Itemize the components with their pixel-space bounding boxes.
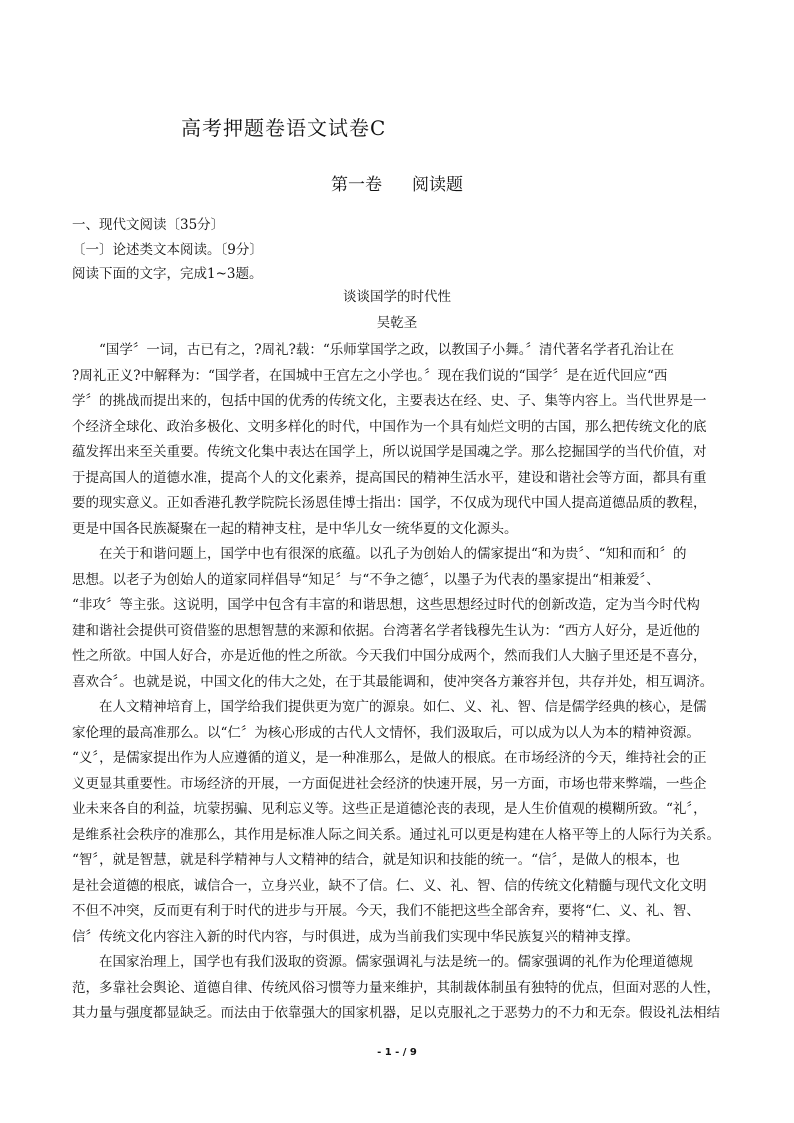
article-line: 业未来各自的利益，坑蒙拐骗、见利忘义等。这些正是道德沦丧的表现，是人生价值观的模糊所致。“礼〞， — [72, 801, 707, 817]
article-line: 信〞传统文化内容注入新的时代内容，与时俱进，成为当前我们实现中华民族复兴的精神支撑。 — [72, 928, 639, 945]
volume-label: 第一卷 — [331, 175, 382, 195]
article-line: 性之所欲。中国人好合，亦是近他的性之所欲。今天我们中国分成两个，然而我们人大脑子里还是不喜分， — [72, 648, 707, 664]
article-title: 谈谈国学的时代性 — [343, 289, 451, 305]
reading-instruction: 阅读下面的文字，完成1~3题。 — [72, 266, 263, 282]
article-line: “国学〞一词，古已有之，?周礼?载：“乐师掌国学之政，以教国子小舞。〞清代著名学者孔治让在 — [72, 342, 675, 358]
section-heading: 一、现代文阅读〔35分〕 — [72, 217, 225, 233]
article-line: “非攻〞等主张。这说明，国学中包含有丰富的和谐思想，这些思想经过时代的创新改造，定为当今时代构 — [72, 597, 700, 613]
article-line: 是维系社会秩序的准那么，其作用是标准人际之间关系。通过礼可以更是构建在人格平等上的人际行为关系。 — [72, 826, 720, 843]
article-line: 不但不冲突，反而更有利于时代的进步与开展。今天，我们不能把这些全部舍弃，要将“仁、义、礼、智、 — [72, 903, 700, 919]
article-line: ?周礼正义?中解释为：“国学者，在国城中王宫左之小学也。〞现在我们说的“国学〞是在近代回应“西 — [72, 367, 668, 384]
article-line: 思想。以老子为创始人的道家同样倡导“知足〞与“不争之德〞，以墨子为代表的墨家提出“相兼爱〞、 — [72, 571, 660, 588]
article-line: 建和谐社会提供可资借鉴的思想智慧的来源和依据。台湾著名学者钱穆先生认为：“西方人好分，是近他的 — [72, 622, 700, 639]
page-title: 高考押题卷语文试卷C — [181, 116, 387, 140]
article-line: 在关于和谐问题上，国学中也有很深的底蕴。以孔子为创始人的儒家提出“和为贵〞、“知和而和〞的 — [72, 546, 687, 562]
article-author: 吴乾圣 — [376, 315, 418, 331]
article-line: 更是中国各民族凝聚在一起的精神支柱，是中华儿女一统华夏的文化源头。 — [72, 520, 518, 537]
article-line: 范，多靠社会舆论、道德自律、传统风俗习惯等力量来维护，其制裁体制虽有独特的优点，但面对恶的人性， — [72, 979, 720, 996]
article-line: “义〞，是儒家提出作为人应遵循的道义，是一种准那么，是做人的根底。在市场经济的今天，维持社会的正 — [72, 750, 707, 766]
article-line: 义更显其重要性。市场经济的开展，一方面促进社会经济的快速开展，另一方面，市场也带来弊端，一些企 — [72, 775, 707, 792]
article-line: “智〞，就是智慧，就是科学精神与人文精神的结合，就是知识和技能的统一。“信〞，是做人的根本，也 — [72, 852, 680, 868]
article-line: 于提高国人的道德水准，提高个人的文化素养，提高国民的精神生活水平，建设和谐社会等方面，都具有重 — [72, 469, 707, 486]
article-line: 学〞的挑战而提出来的，包括中国的优秀的传统文化，主要表达在经、史、子、集等内容上。当代世界是一 — [72, 393, 707, 409]
article-line: 在国家治理上，国学也有我们汲取的资源。儒家强调礼与法是统一的。儒家强调的礼作为伦理道德规 — [72, 954, 693, 970]
article-line: 蕴发挥出来至关重要。传统文化集中表达在国学上，所以说国学是国魂之学。那么挖掘国学的当代价值，对 — [72, 444, 707, 460]
article-body — [72, 338, 722, 1027]
article-line: 要的现实意义。正如香港孔教学院院长汤恩佳博士指出：国学，不仅成为现代中国人提高道德品质的教程， — [72, 495, 707, 511]
article-line: 其力量与强度都显缺乏。而法由于依靠强大的国家机器，足以克服礼之于恶势力的不力和无奈。假设礼法相结 — [72, 1005, 720, 1021]
volume-name: 阅读题 — [412, 175, 463, 195]
article-line: 是社会道德的根底，诚信合一，立身兴业，缺不了信。仁、义、礼、智、信的传统文化精髓与现代文化文明 — [72, 877, 707, 894]
article-line: 在人文精神培育上，国学给我们提供更为宽广的源泉。如仁、义、礼、智、信是儒学经典的核心，是儒 — [72, 699, 707, 715]
article-line: 家伦理的最高准那么。以“仁〞为核心形成的古代人文情怀，我们汲取后，可以成为以人为本的精神资源。 — [72, 724, 700, 741]
section-subheading: 〔一〕论述类文本阅读。〔9分〕 — [72, 242, 263, 258]
volume-title — [0, 170, 794, 195]
article-line: 个经济全球化、政治多极化、文明多样化的时代，中国作为一个具有灿烂文明的古国，那么把传统文化的底 — [72, 418, 707, 435]
article-line: 喜欢合〞。也就是说，中国文化的伟大之处，在于其最能调和，使冲突各方兼容并包，共存并处，相互调济。 — [72, 673, 714, 690]
page-number: - 1 - / 9 — [377, 1047, 417, 1058]
